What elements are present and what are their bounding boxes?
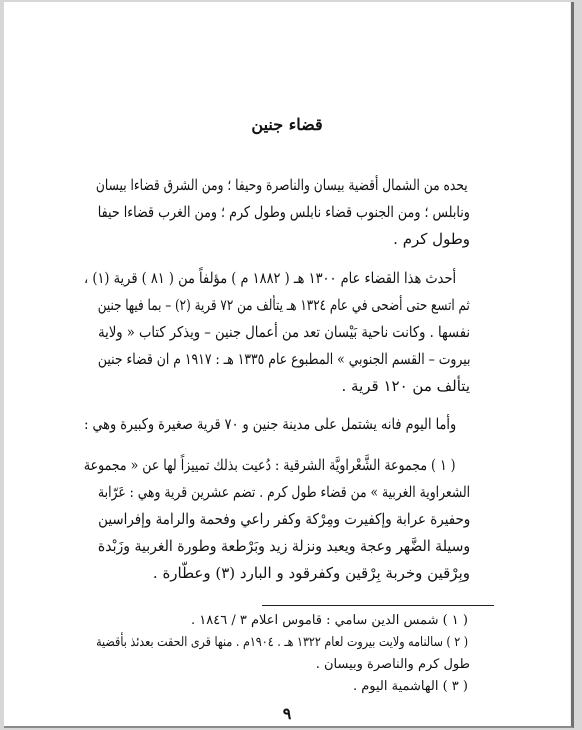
paragraph-1-line-2: ونابلس ؛ ومن الجنوب قضاء نابلس وطول كرم ؛ ومن الغرب قضاءا حيفا xyxy=(97,203,470,221)
paragraph-4-line-4: وسيلة الضَّهر وعجة ويعبد ونزلة زيد وبَرْطعة وطورة الغربية وزَبْدة xyxy=(97,537,470,555)
paragraph-3-line-1: وأما اليوم فانه يشتمل على مدينة جنين و ٧٠ قرية صغيرة وكبيرة وهي : xyxy=(83,415,456,433)
footnote-divider xyxy=(262,605,494,606)
paragraph-4-line-1: ( ١ ) مجموعة الشَّعْراويَّة الشرقية : دُعيت بذلك تمييزاً لها عن « مجموعة xyxy=(84,456,456,474)
footnote-3: ( ٣ ) الهاشمية اليوم . xyxy=(352,679,468,694)
page-number: ٩ xyxy=(282,704,292,723)
footnote-2-continuation: طول كرم والناصرة وبيسان . xyxy=(315,657,470,672)
paragraph-4-line-2: الشعراوية الغربية » من قضاء طول كرم . تضم عشرين قرية وهي : عَرّابة xyxy=(97,483,470,501)
page-frame xyxy=(4,2,574,728)
paragraph-2-line-5: يتألف من ١٢٠ قرية . xyxy=(341,377,470,395)
paragraph-2-line-2: ثم اتسع حتى أضحى في عام ١٣٢٤ هـ يتألف من ٧٢ قرية (٢) – بما فيها جنين xyxy=(97,296,470,314)
paragraph-4-line-3: وحفيرة عرابة وإكفيرت ومِرْكة وكفر راعي وفحمة والرامة وإفراسين xyxy=(97,510,470,528)
paragraph-4-line-5: وبِرْقين وخربة بِرْقين وكفرقود و البارد (٣) وعطّارة . xyxy=(152,564,470,582)
paragraph-2-line-1: أحدث هذا القضاء عام ١٣٠٠ هـ ( ١٨٨٢ م ) مؤلفاً من ( ٨١ ) قرية (١) ، xyxy=(83,269,456,287)
paragraph-1-line-1: يحده من الشمال أقضية بيسان والناصرة وحيفا ؛ ومن الشرق قضاءا بيسان xyxy=(96,176,468,194)
paragraph-2-line-3: نفسها . وكانت ناحية بَيْسان تعد من أعمال جنين – ويذكر كتاب « ولاية xyxy=(98,323,470,341)
paragraph-1-line-3: وطول كرم . xyxy=(393,230,470,248)
footnote-1: ( ١ ) شمس الدين سامي : قاموس اعلام ٣ / ١٨٤٦ . xyxy=(191,613,468,628)
document-page xyxy=(4,2,570,726)
footnote-2: ( ٢ ) سالنامه ولايت بيروت لعام ١٣٢٢ هـ . ١٩٠٤م . منها قرى الحقت بعدئذ بأقضية xyxy=(95,635,468,650)
paragraph-2-line-4: بيروت – القسم الجنوبي » المطبوع عام ١٣٣٥ هـ : ١٩١٧ م ان قضاء جنين xyxy=(97,350,470,368)
page-title: قضاء جنين xyxy=(251,115,323,134)
